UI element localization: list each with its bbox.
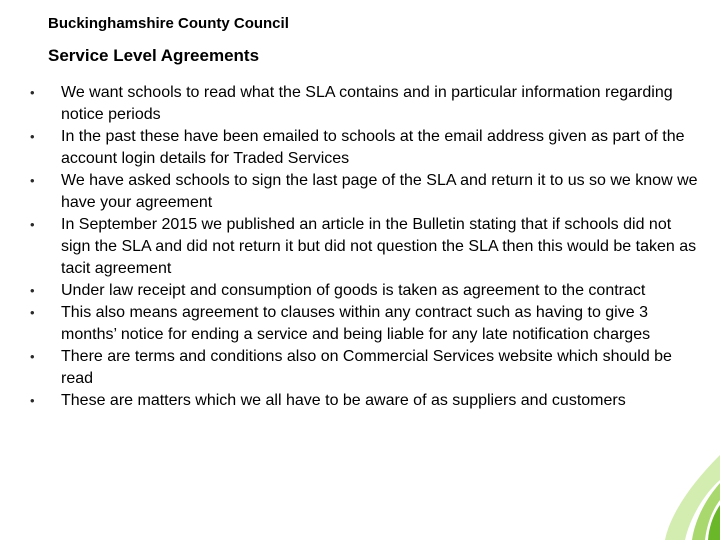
bullet-item bbox=[30, 170, 700, 214]
bullet-item bbox=[30, 280, 700, 302]
slide-title: Service Level Agreements bbox=[48, 46, 260, 65]
bullet-dot-icon: • bbox=[30, 393, 35, 408]
bullet-text: This also means agreement to clauses within any contract such as having to give 3 months’ notice for ending a service and being liable for any late notification charges bbox=[61, 304, 651, 343]
bullet-dot-icon: • bbox=[30, 217, 35, 232]
bullet-item bbox=[30, 390, 700, 412]
bullet-text: In September 2015 we published an article in the Bulletin stating that if schools did not sign the SLA and did not return it but did not question the SLA then this would be taken as tacit agreement bbox=[61, 216, 697, 277]
bullet-dot-icon: • bbox=[30, 173, 35, 188]
bullet-text: In the past these have been emailed to schools at the email address given as part of the account login details for Traded Services bbox=[61, 128, 685, 167]
bullet-text: There are terms and conditions also on Commercial Services website which should be read bbox=[61, 348, 672, 387]
bullet-dot-icon: • bbox=[30, 349, 35, 364]
bullet-dot-icon: • bbox=[30, 129, 35, 144]
bullet-item bbox=[30, 346, 700, 390]
bullet-text: We have asked schools to sign the last page of the SLA and return it to us so we know we have your agreement bbox=[61, 172, 698, 211]
bullet-item bbox=[30, 214, 700, 280]
bullet-item bbox=[30, 126, 700, 170]
bullet-text: We want schools to read what the SLA contains and in particular information regarding notice periods bbox=[61, 84, 673, 123]
bullet-item bbox=[30, 82, 700, 126]
organization-name: Buckinghamshire County Council bbox=[48, 15, 289, 32]
green-swoosh-decoration bbox=[610, 445, 720, 540]
bullet-dot-icon: • bbox=[30, 283, 35, 298]
bullet-dot-icon: • bbox=[30, 85, 35, 100]
bullet-list bbox=[30, 82, 700, 412]
bullet-item bbox=[30, 302, 700, 346]
bullet-dot-icon: • bbox=[30, 305, 35, 320]
bullet-text: These are matters which we all have to be aware of as suppliers and customers bbox=[61, 392, 626, 409]
bullet-text: Under law receipt and consumption of goods is taken as agreement to the contract bbox=[61, 282, 646, 299]
